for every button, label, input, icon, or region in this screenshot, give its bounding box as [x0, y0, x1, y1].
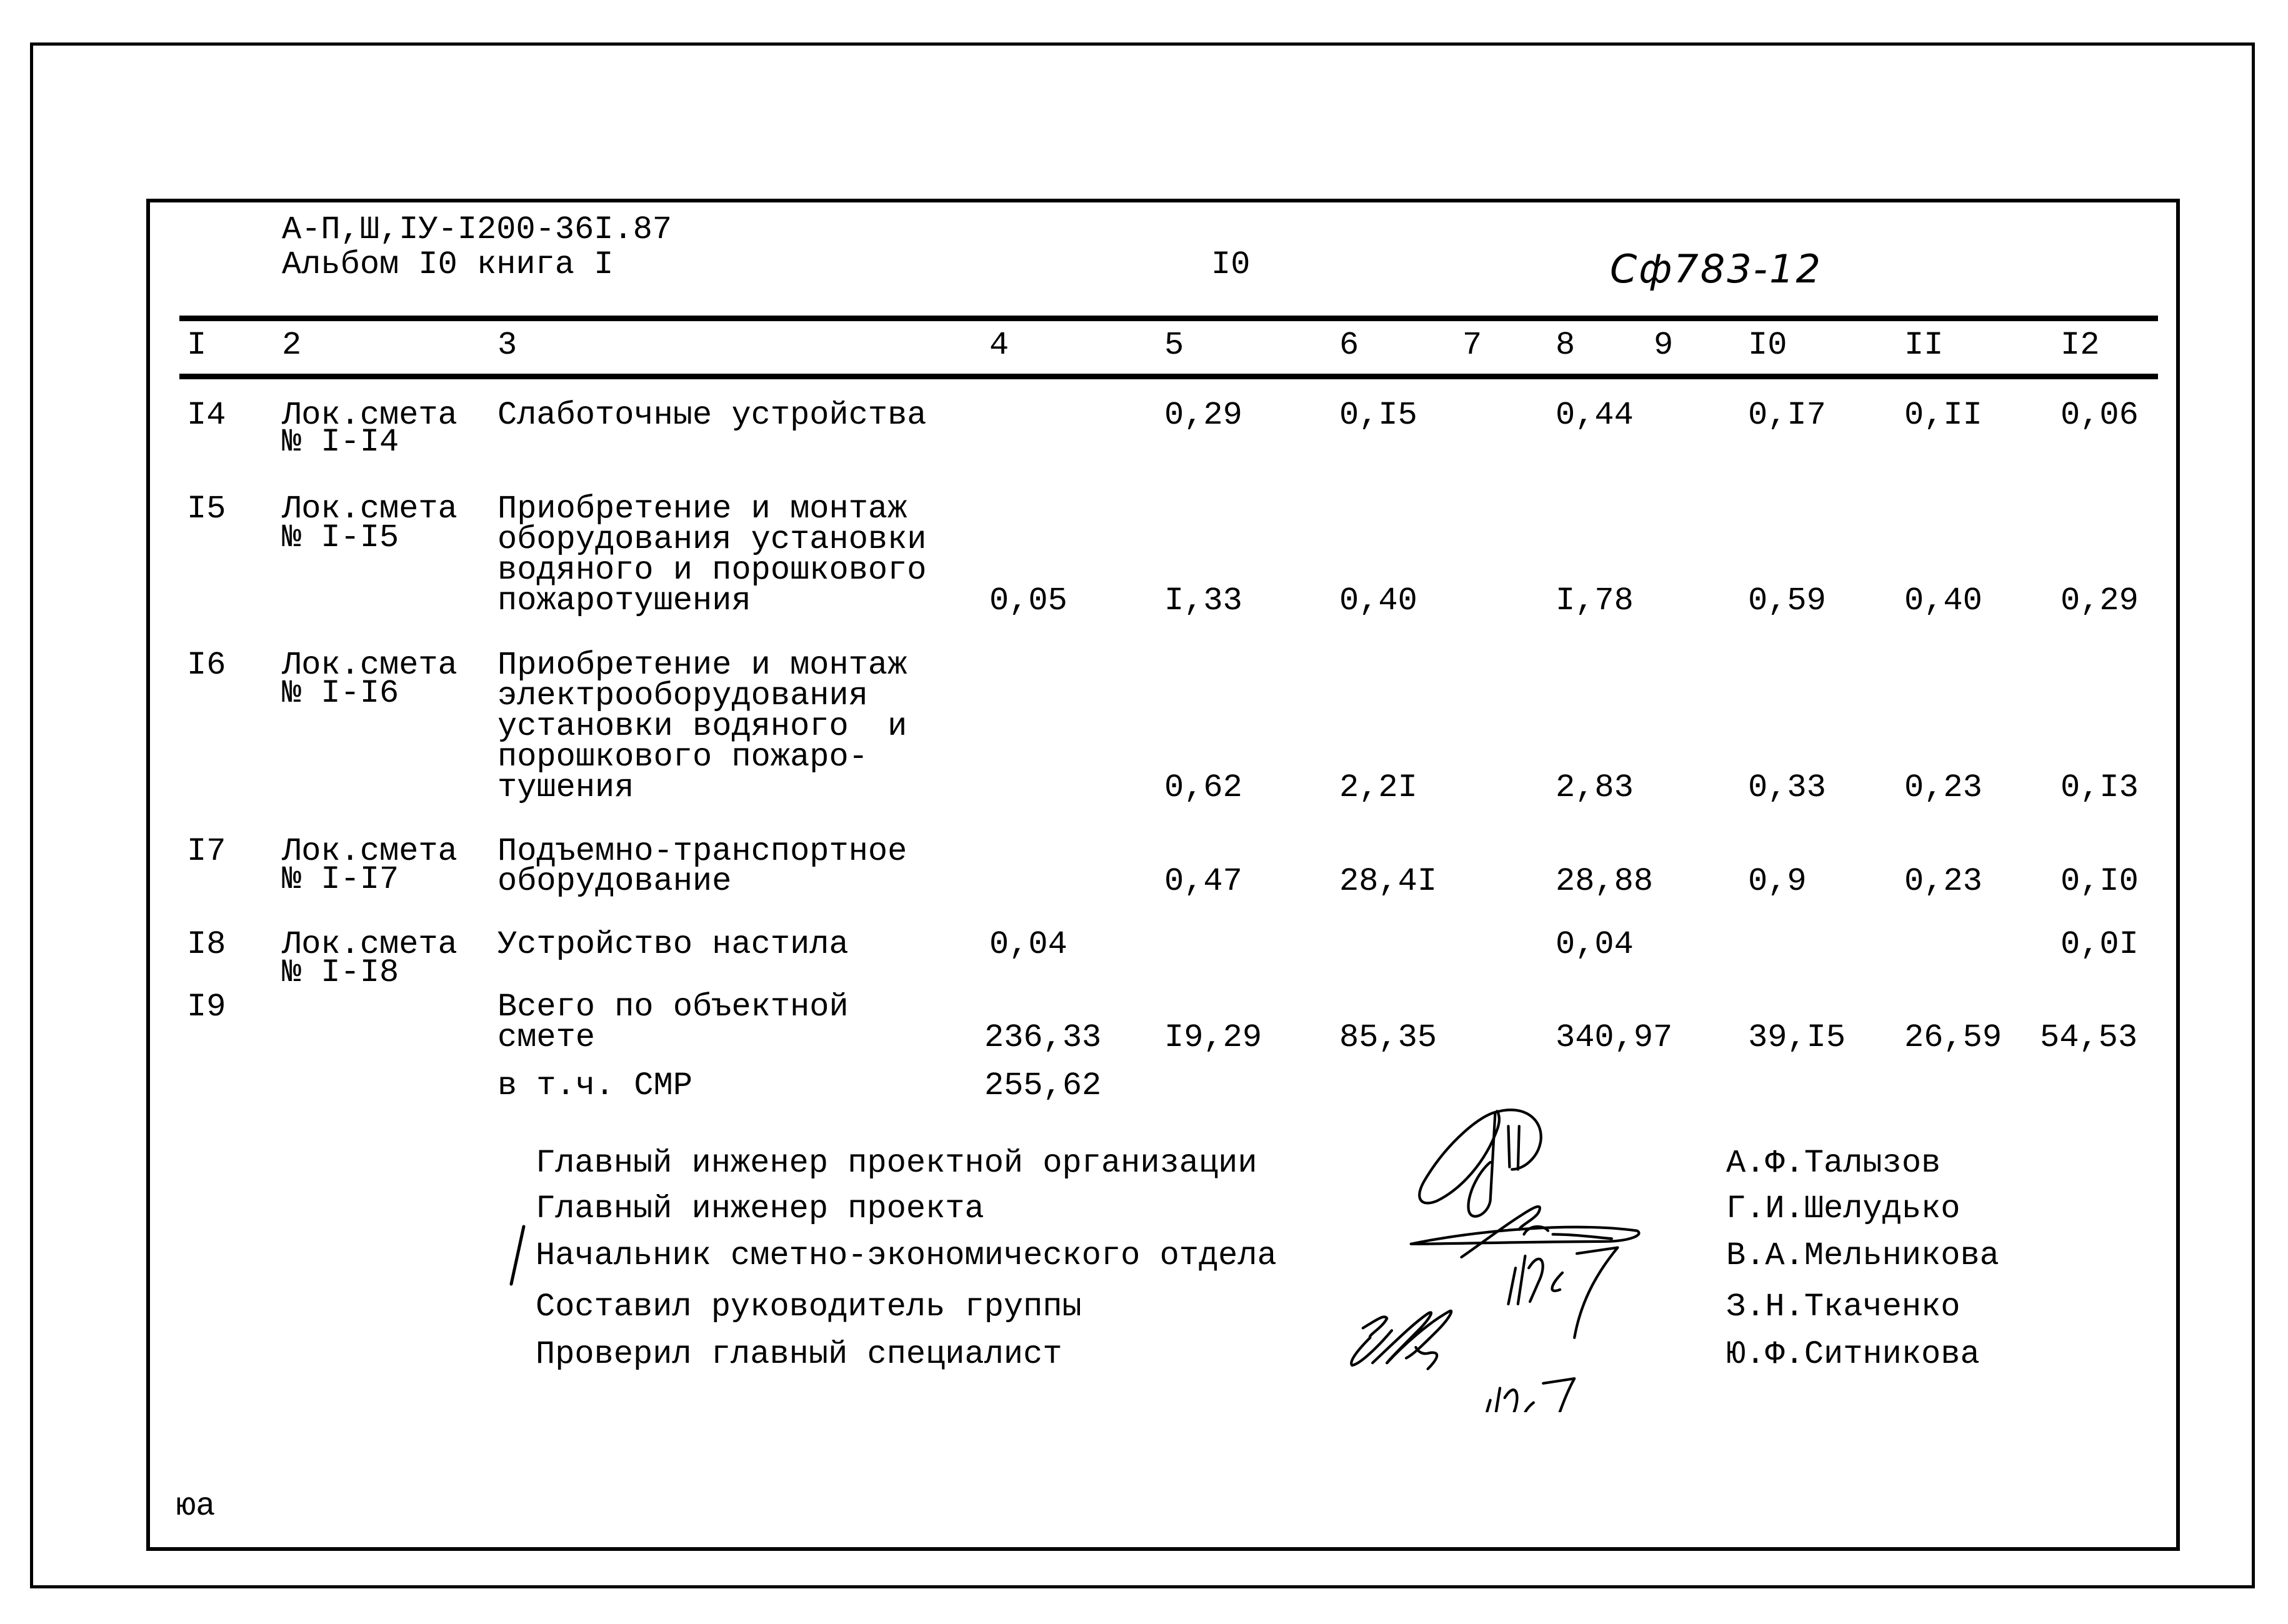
cell-col10: 0,9: [1748, 863, 1807, 900]
column-header: I0: [1748, 327, 1787, 364]
cell-col12: 0,29: [2061, 582, 2139, 619]
handwritten-mark: [500, 1222, 537, 1290]
column-header: 9: [1654, 327, 1674, 364]
column-header: II: [1904, 327, 1944, 364]
cell-col6: 2,2I: [1339, 769, 1417, 806]
page-number: I0: [1211, 246, 1251, 283]
cell-col4: 0,05: [989, 582, 1067, 619]
cell-col11: 0,23: [1904, 863, 1982, 900]
column-header: I: [187, 327, 207, 364]
estimate-ref: № I-I8: [282, 954, 399, 991]
document-code: А-П,Ш,IУ-I200-36I.87: [282, 211, 672, 248]
column-header: 8: [1556, 327, 1576, 364]
cell-col12: 0,I3: [2061, 769, 2139, 806]
estimate-ref: Лок.смета: [282, 833, 457, 870]
cell-col5: 0,47: [1164, 863, 1242, 900]
footer-mark: юа: [176, 1488, 216, 1525]
signatory-name: В.А.Мельникова: [1726, 1237, 1999, 1274]
signatory-name: Ю.Ф.Ситникова: [1726, 1336, 1980, 1373]
signatory-name: Г.И.Шелудько: [1726, 1190, 1961, 1227]
work-name: пожаротушения: [497, 582, 751, 619]
work-name: установки водяного и: [497, 708, 907, 745]
cell-col4: 236,33: [984, 1019, 1102, 1056]
column-header: 7: [1462, 327, 1482, 364]
subtotal-value: 255,62: [984, 1067, 1102, 1104]
signatory-name: А.Ф.Талызов: [1726, 1145, 1941, 1182]
cell-col8: I,78: [1556, 582, 1634, 619]
cell-col6: 28,4I: [1339, 863, 1437, 900]
cell-col11: 0,II: [1904, 397, 1982, 434]
signatory-title: Главный инженер проектной организации: [536, 1145, 1257, 1182]
signatory-name: З.Н.Ткаченко: [1726, 1288, 1961, 1325]
work-name: оборудование: [497, 863, 732, 900]
table-header-rule: [179, 374, 2158, 379]
row-number: I5: [187, 491, 226, 527]
signatory-title: Начальник сметно-экономического отдела: [536, 1237, 1277, 1274]
cell-col8: 2,83: [1556, 769, 1634, 806]
cell-col12: 0,0I: [2061, 926, 2139, 963]
estimate-ref: Лок.смета: [282, 491, 457, 527]
work-name: Всего по объектной: [497, 989, 849, 1025]
estimate-ref: Лок.смета: [282, 926, 457, 963]
cell-col5: 0,62: [1164, 769, 1242, 806]
cell-col5: I,33: [1164, 582, 1242, 619]
signatory-title: Главный инженер проекта: [536, 1190, 984, 1227]
cell-col6: 85,35: [1339, 1019, 1437, 1056]
cell-col10: 0,59: [1748, 582, 1826, 619]
album-info: Альбом I0 книга I: [282, 246, 614, 283]
cell-col6: 0,40: [1339, 582, 1417, 619]
row-number: I7: [187, 833, 226, 870]
estimate-ref: № I-I7: [282, 861, 399, 898]
cell-col11: 0,40: [1904, 582, 1982, 619]
estimate-ref: № I-I5: [282, 519, 399, 556]
subtotal-label: в т.ч. СМР: [497, 1067, 693, 1104]
work-name: оборудования установки: [497, 521, 927, 558]
work-name: Слаботочные устройства: [497, 397, 927, 434]
cell-col4: 0,04: [989, 926, 1067, 963]
signatory-title: Составил руководитель группы: [536, 1288, 1082, 1325]
cell-col12: 54,53: [2040, 1019, 2138, 1056]
row-number: I9: [187, 989, 226, 1025]
cell-col8: 0,04: [1556, 926, 1634, 963]
table-top-rule: [179, 316, 2158, 321]
cell-col5: 0,29: [1164, 397, 1242, 434]
column-header: 5: [1164, 327, 1184, 364]
column-header: 6: [1339, 327, 1359, 364]
cell-col12: 0,06: [2061, 397, 2139, 434]
cell-col10: 39,I5: [1748, 1019, 1846, 1056]
column-header: 3: [497, 327, 517, 364]
cell-col11: 0,23: [1904, 769, 1982, 806]
work-name: порошкового пожаро-: [497, 739, 868, 775]
sheet-stamp: Сф783-12: [1610, 246, 1822, 292]
work-name: тушения: [497, 769, 634, 806]
work-name: Приобретение и монтаж: [497, 491, 907, 527]
estimate-ref: Лок.смета: [282, 647, 457, 684]
cell-col11: 26,59: [1904, 1019, 2002, 1056]
column-header: I2: [2061, 327, 2100, 364]
signatory-title: Проверил главный специалист: [536, 1336, 1062, 1373]
handwritten-signatures: [1312, 1100, 1687, 1412]
cell-col5: I9,29: [1164, 1019, 1262, 1056]
cell-col10: 0,33: [1748, 769, 1826, 806]
column-header: 2: [282, 327, 302, 364]
estimate-ref: № I-I6: [282, 675, 399, 712]
cell-col12: 0,I0: [2061, 863, 2139, 900]
row-number: I4: [187, 397, 226, 434]
row-number: I8: [187, 926, 226, 963]
work-name: Устройство настила: [497, 926, 849, 963]
estimate-ref: Лок.смета: [282, 397, 457, 434]
row-number: I6: [187, 647, 226, 684]
cell-col10: 0,I7: [1748, 397, 1826, 434]
cell-col8: 28,88: [1556, 863, 1654, 900]
estimate-ref: № I-I4: [282, 424, 399, 461]
cell-col6: 0,I5: [1339, 397, 1417, 434]
work-name: водяного и порошкового: [497, 552, 927, 589]
work-name: электрооборудования: [497, 677, 868, 714]
cell-col8: 0,44: [1556, 397, 1634, 434]
work-name: Приобретение и монтаж: [497, 647, 907, 684]
work-name: смете: [497, 1019, 596, 1056]
work-name: Подъемно-транспортное: [497, 833, 907, 870]
cell-col8: 340,97: [1556, 1019, 1673, 1056]
column-header: 4: [989, 327, 1009, 364]
